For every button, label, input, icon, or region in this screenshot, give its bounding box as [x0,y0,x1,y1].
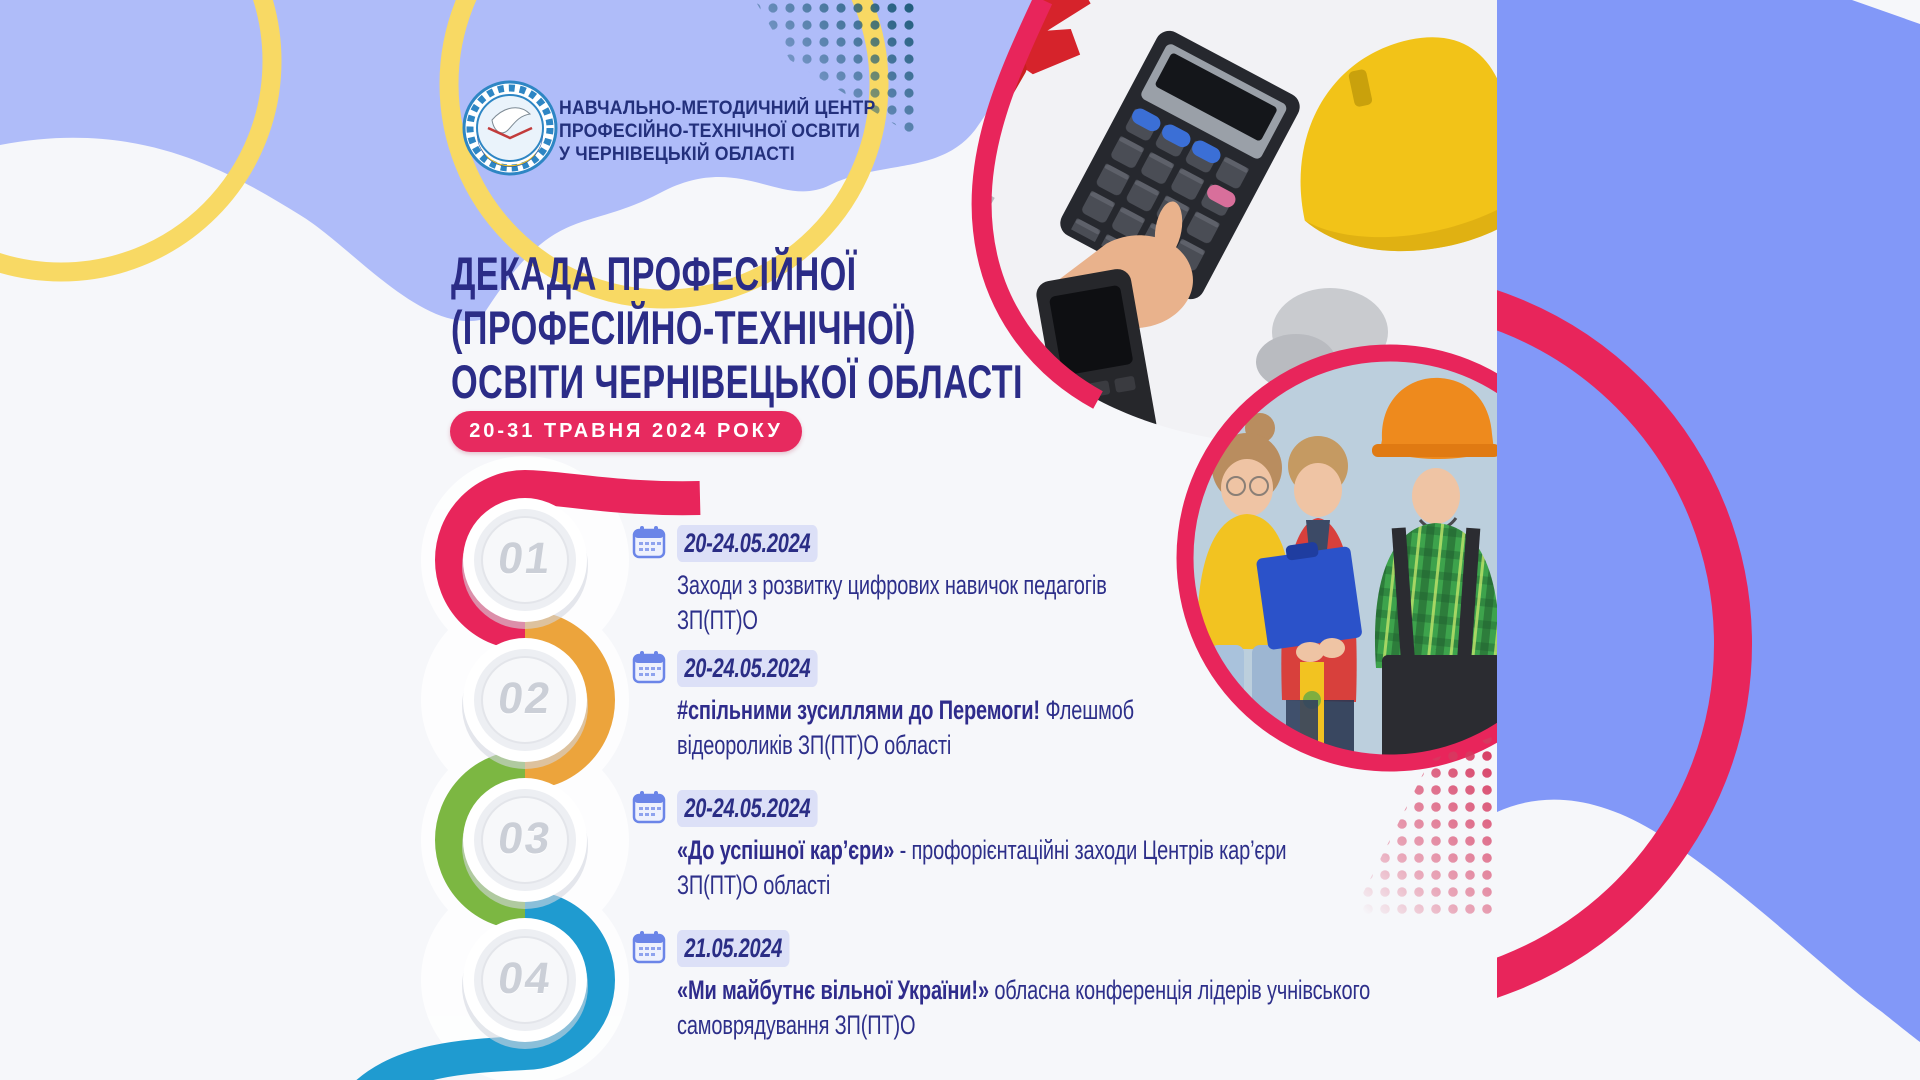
event-number: 01 [495,534,555,583]
calendar-icon [631,789,667,825]
calendar-icon [631,929,667,965]
event-number: 02 [495,674,555,723]
event-number: 04 [495,954,555,1003]
event-text: «До успішної кар’єри» - профорієнтаційні заходи Центрів кар’єри ЗП(ПТ)О області [677,835,1287,900]
calendar-icon [631,524,667,560]
event-text: #спільними зусиллями до Перемоги! Флешмоб відеороликів ЗП(ПТ)О області [677,695,1134,760]
dates-banner [450,411,802,452]
event-text: Заходи з розвитку цифрових навичок педагогів ЗП(ПТ)О [677,570,1107,635]
calendar-icon [631,649,667,685]
org-name-line: ПРОФЕСІЙНО-ТЕХНІЧНОЇ ОСВІТИ [559,121,861,142]
event-text: «Ми майбутнє вільної України!» обласна конференція лідерів учнівського самоврядування ЗП(ПТ)О [677,975,1371,1040]
event-number: 03 [495,814,555,863]
org-name-line: У ЧЕРНІВЕЦЬКІЙ ОБЛАСТІ [559,144,795,165]
dates-banner-text: 20-31 ТРАВНЯ 2024 РОКУ [469,420,783,442]
event-date: 20-24.05.2024 [677,650,867,687]
poster-title [451,247,1079,409]
logo-emblem-icon [464,82,556,174]
title-line: ДЕКАДА ПРОФЕСІЙНОЇ [451,247,857,300]
title-line: (ПРОФЕСІЙНО-ТЕХНІЧНОЇ) [451,301,916,354]
event-date: 20-24.05.2024 [677,525,867,562]
title-line: ОСВІТИ ЧЕРНІВЕЦЬКОЇ ОБЛАСТІ [451,355,1023,408]
org-name-line: НАВЧАЛЬНО-МЕТОДИЧНИЙ ЦЕНТР [559,98,876,119]
event-date: 20-24.05.2024 [677,790,867,827]
org-name [559,97,950,166]
event-date: 21.05.2024 [677,930,829,967]
boy-right-figure [1372,378,1502,780]
